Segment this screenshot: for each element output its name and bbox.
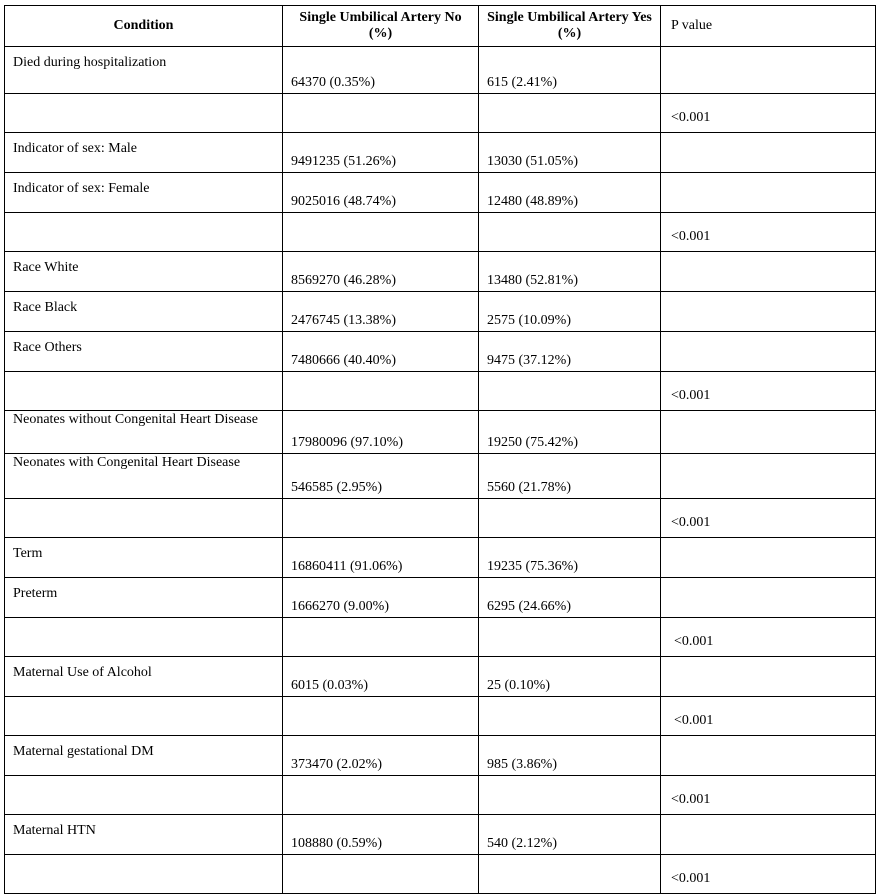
table-row xyxy=(5,454,876,499)
cell-sua-yes: 5560 (21.78%) xyxy=(479,454,661,499)
outcomes-table xyxy=(4,5,876,894)
cell-condition xyxy=(5,697,283,736)
cell-sua-yes xyxy=(479,372,661,411)
cell-sua-no xyxy=(283,94,479,133)
table-row xyxy=(5,815,876,855)
cell-sua-yes xyxy=(479,776,661,815)
table-row xyxy=(5,736,876,776)
cell-sua-no: 17980096 (97.10%) xyxy=(283,411,479,454)
cell-p-value: <0.001 xyxy=(661,776,876,815)
cell-condition: Term xyxy=(5,538,283,578)
cell-sua-yes: 13030 (51.05%) xyxy=(479,133,661,173)
cell-sua-yes xyxy=(479,213,661,252)
table-row xyxy=(5,618,876,657)
table-row xyxy=(5,538,876,578)
cell-sua-no xyxy=(283,855,479,894)
cell-condition xyxy=(5,618,283,657)
cell-sua-yes xyxy=(479,697,661,736)
header-sua-no: Single Umbilical Artery No (%) xyxy=(283,6,479,47)
cell-sua-yes: 6295 (24.66%) xyxy=(479,578,661,618)
table-row xyxy=(5,173,876,213)
cell-p-value xyxy=(661,578,876,618)
table-row xyxy=(5,499,876,538)
cell-condition: Indicator of sex: Male xyxy=(5,133,283,173)
cell-sua-no xyxy=(283,697,479,736)
cell-condition: Neonates with Congenital Heart Disease xyxy=(5,454,283,499)
cell-p-value xyxy=(661,252,876,292)
cell-condition: Preterm xyxy=(5,578,283,618)
cell-condition xyxy=(5,213,283,252)
header-sua-yes: Single Umbilical Artery Yes (%) xyxy=(479,6,661,47)
table-row xyxy=(5,372,876,411)
cell-sua-yes: 12480 (48.89%) xyxy=(479,173,661,213)
cell-condition: Neonates without Congenital Heart Disease xyxy=(5,411,283,454)
cell-sua-yes: 13480 (52.81%) xyxy=(479,252,661,292)
cell-sua-yes: 615 (2.41%) xyxy=(479,47,661,94)
table-row xyxy=(5,697,876,736)
cell-condition: Died during hospitalization xyxy=(5,47,283,94)
cell-condition xyxy=(5,94,283,133)
cell-p-value xyxy=(661,736,876,776)
cell-sua-yes: 9475 (37.12%) xyxy=(479,332,661,372)
cell-p-value xyxy=(661,815,876,855)
table-row xyxy=(5,776,876,815)
cell-condition xyxy=(5,776,283,815)
cell-condition xyxy=(5,499,283,538)
cell-p-value: <0.001 xyxy=(661,855,876,894)
cell-p-value xyxy=(661,454,876,499)
cell-sua-yes: 985 (3.86%) xyxy=(479,736,661,776)
table-row xyxy=(5,213,876,252)
table-row xyxy=(5,94,876,133)
cell-condition: Race Black xyxy=(5,292,283,332)
cell-p-value xyxy=(661,657,876,697)
cell-p-value xyxy=(661,411,876,454)
cell-condition: Maternal Use of Alcohol xyxy=(5,657,283,697)
table-row xyxy=(5,133,876,173)
table-header-row xyxy=(5,6,876,47)
table-row xyxy=(5,252,876,292)
cell-p-value xyxy=(661,292,876,332)
cell-p-value xyxy=(661,332,876,372)
cell-sua-yes: 19250 (75.42%) xyxy=(479,411,661,454)
cell-sua-no: 546585 (2.95%) xyxy=(283,454,479,499)
cell-condition xyxy=(5,372,283,411)
cell-sua-no: 64370 (0.35%) xyxy=(283,47,479,94)
cell-p-value: <0.001 xyxy=(661,372,876,411)
cell-sua-no: 1666270 (9.00%) xyxy=(283,578,479,618)
table-row xyxy=(5,578,876,618)
cell-condition: Maternal gestational DM xyxy=(5,736,283,776)
cell-p-value: <0.001 xyxy=(661,618,876,657)
cell-sua-no: 6015 (0.03%) xyxy=(283,657,479,697)
header-p-value: P value xyxy=(661,6,876,47)
table-row xyxy=(5,411,876,454)
cell-p-value xyxy=(661,538,876,578)
cell-sua-yes: 2575 (10.09%) xyxy=(479,292,661,332)
cell-p-value: <0.001 xyxy=(661,499,876,538)
cell-sua-no: 373470 (2.02%) xyxy=(283,736,479,776)
cell-sua-no xyxy=(283,372,479,411)
cell-p-value: <0.001 xyxy=(661,94,876,133)
cell-sua-yes xyxy=(479,855,661,894)
table-row xyxy=(5,292,876,332)
cell-p-value: <0.001 xyxy=(661,697,876,736)
cell-p-value xyxy=(661,133,876,173)
table-row xyxy=(5,855,876,894)
cell-sua-no xyxy=(283,499,479,538)
cell-sua-yes xyxy=(479,499,661,538)
cell-sua-no: 9025016 (48.74%) xyxy=(283,173,479,213)
cell-sua-yes: 19235 (75.36%) xyxy=(479,538,661,578)
cell-sua-no: 108880 (0.59%) xyxy=(283,815,479,855)
cell-condition: Maternal HTN xyxy=(5,815,283,855)
cell-condition: Race Others xyxy=(5,332,283,372)
cell-sua-yes: 25 (0.10%) xyxy=(479,657,661,697)
cell-p-value xyxy=(661,47,876,94)
table-row xyxy=(5,47,876,94)
cell-sua-no: 8569270 (46.28%) xyxy=(283,252,479,292)
cell-p-value: <0.001 xyxy=(661,213,876,252)
table-row xyxy=(5,657,876,697)
cell-sua-no: 7480666 (40.40%) xyxy=(283,332,479,372)
cell-sua-no: 9491235 (51.26%) xyxy=(283,133,479,173)
cell-condition: Race White xyxy=(5,252,283,292)
cell-condition: Indicator of sex: Female xyxy=(5,173,283,213)
cell-sua-no xyxy=(283,213,479,252)
cell-sua-yes: 540 (2.12%) xyxy=(479,815,661,855)
cell-p-value xyxy=(661,173,876,213)
cell-sua-no xyxy=(283,618,479,657)
cell-sua-yes xyxy=(479,618,661,657)
cell-condition xyxy=(5,855,283,894)
cell-sua-no xyxy=(283,776,479,815)
cell-sua-no: 2476745 (13.38%) xyxy=(283,292,479,332)
cell-sua-yes xyxy=(479,94,661,133)
table-row xyxy=(5,332,876,372)
cell-sua-no: 16860411 (91.06%) xyxy=(283,538,479,578)
header-condition: Condition xyxy=(5,6,283,47)
